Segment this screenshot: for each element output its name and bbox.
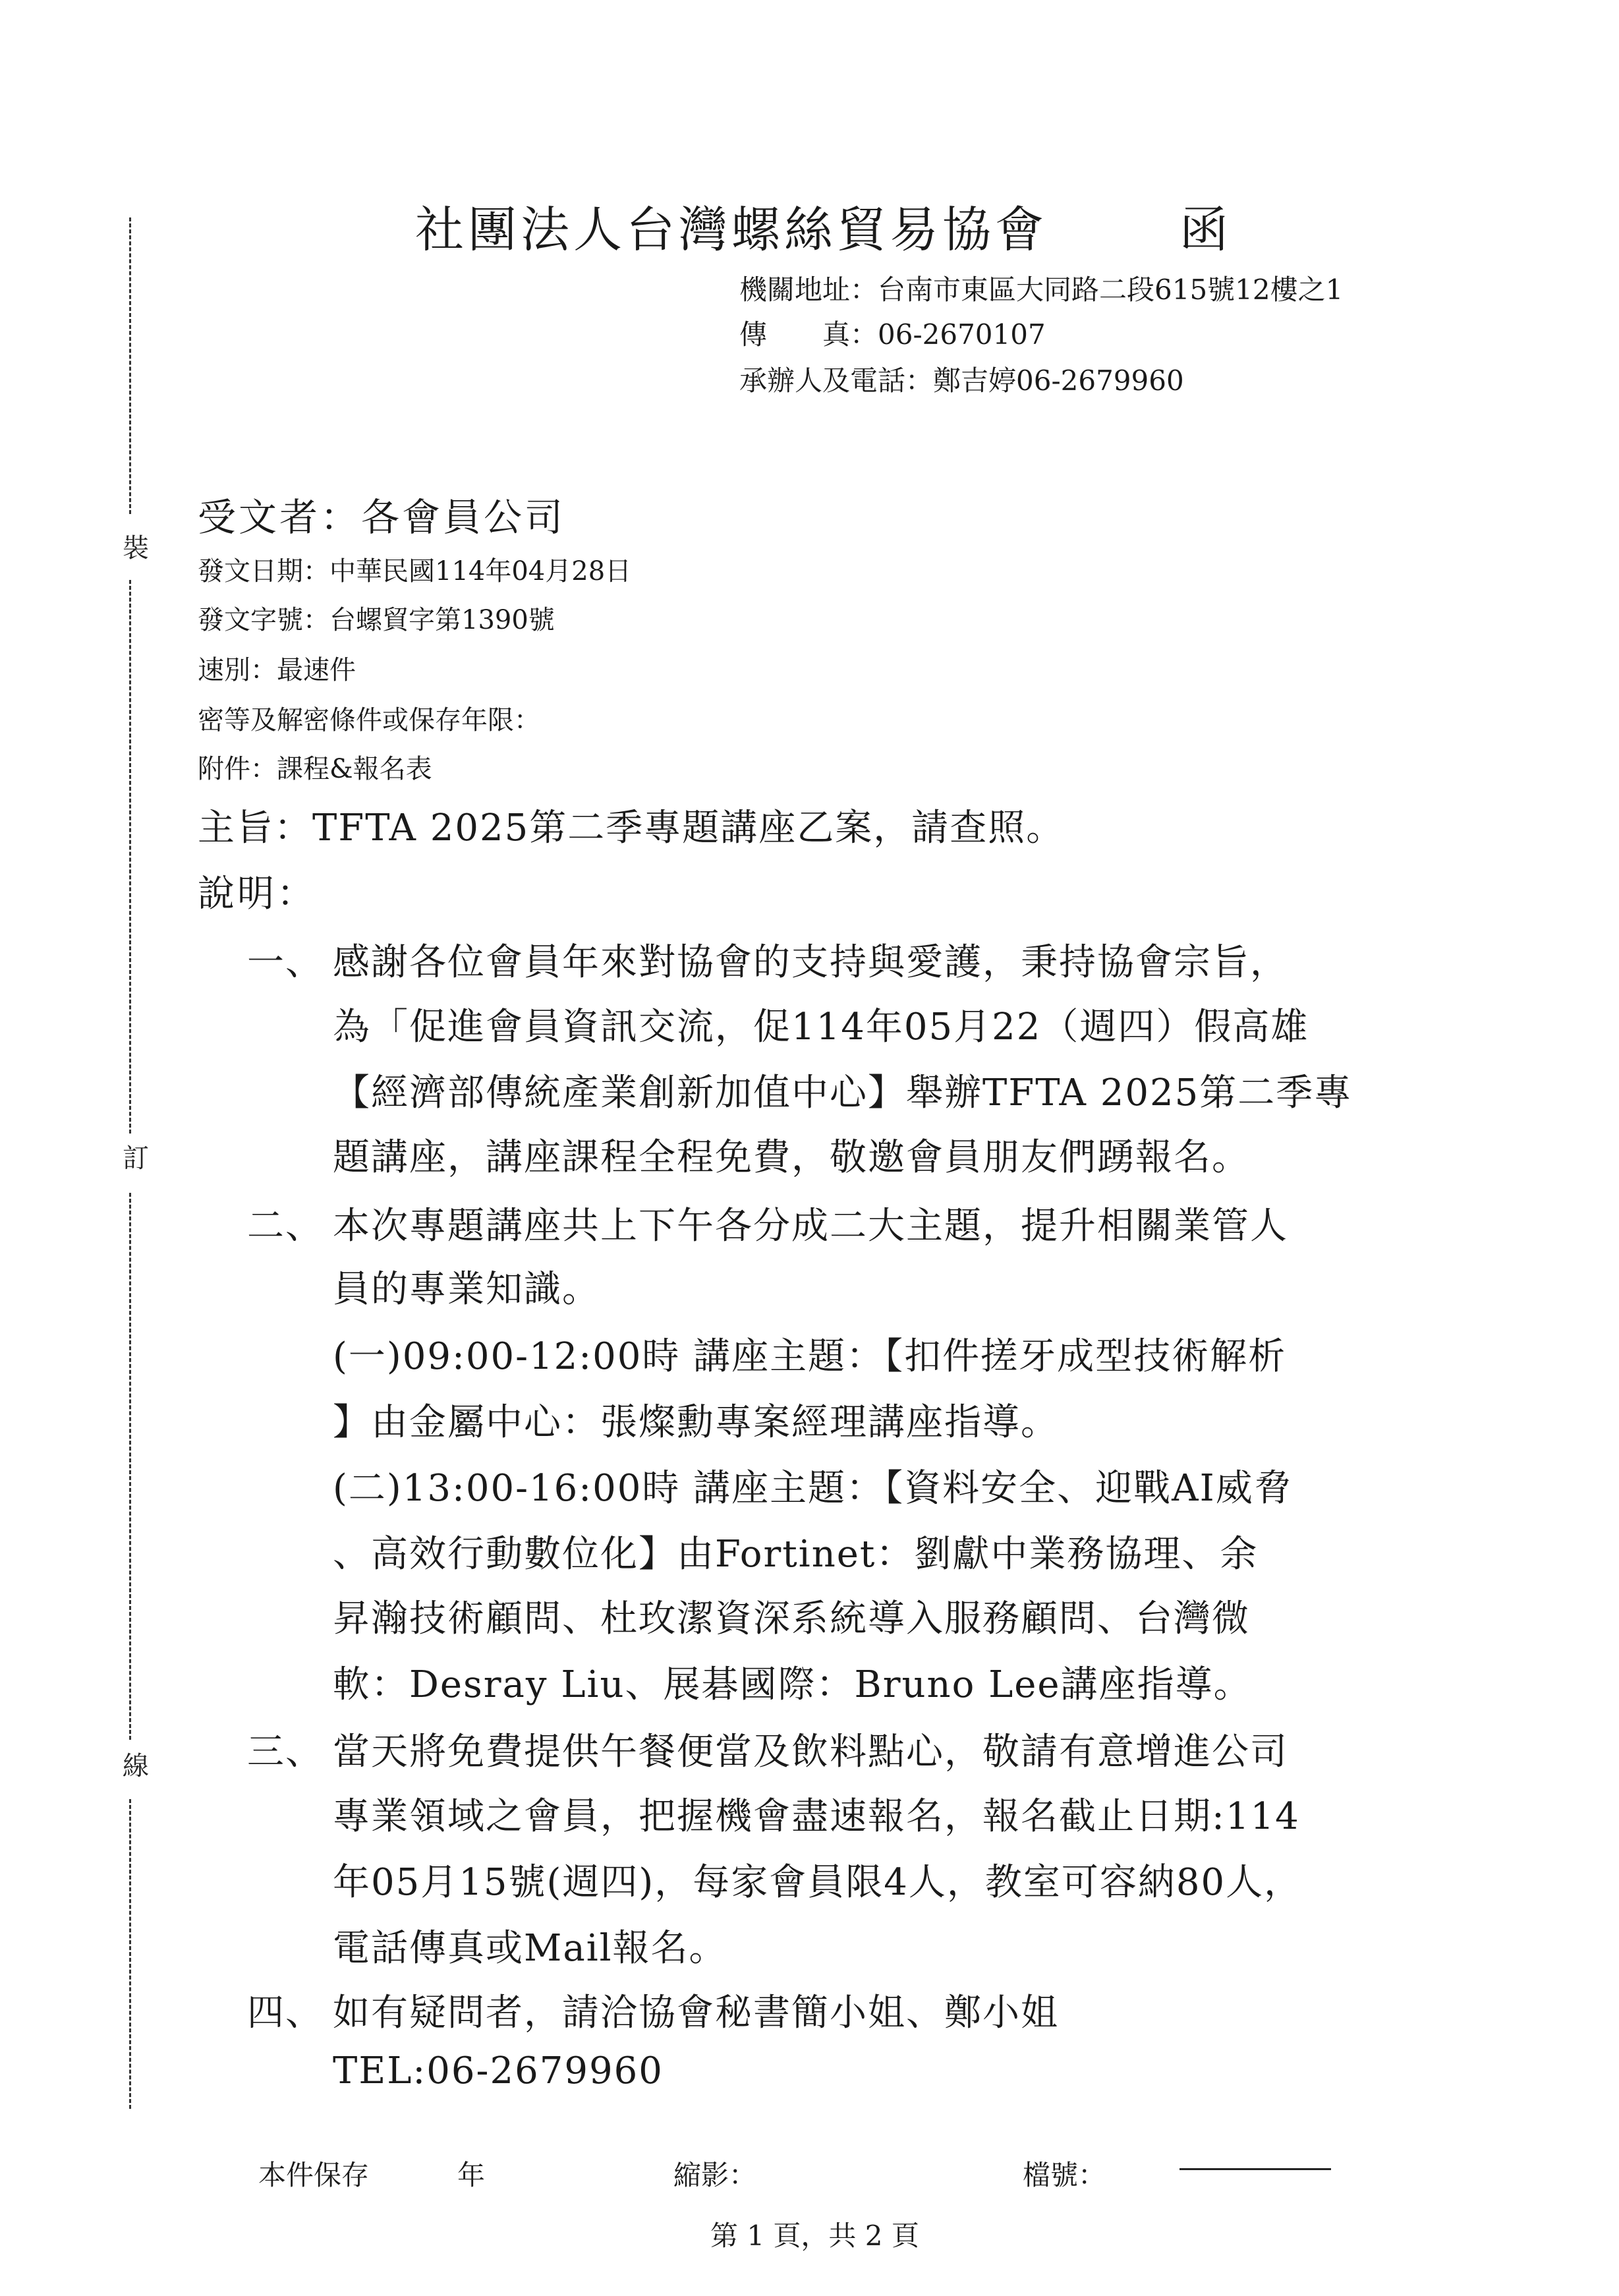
recipient-line: 受文者：各會員公司 (198, 495, 566, 540)
speed-level: 速別：最速件 (198, 655, 356, 685)
file-number-blank-line (1179, 2168, 1331, 2170)
paragraph-2-line-5: (二)13:00-16:00時 講座主題：【資料安全、迎戰AI威脅 (333, 1467, 1292, 1510)
paragraph-1-line-1: 感謝各位會員年來對協會的支持與愛護，秉持協會宗旨， (333, 941, 1288, 984)
paragraph-2-line-8: 軟：Desray Liu、展碁國際：Bruno Lee講座指導。 (333, 1663, 1252, 1706)
paragraph-3-line-1: 當天將免費提供午餐便當及飲料點心，敬請有意增進公司 (333, 1731, 1288, 1773)
paragraph-2-line-1: 本次專題講座共上下午各分成二大主題，提升相關業管人 (333, 1205, 1288, 1248)
paragraph-3-line-2: 專業領域之會員，把握機會盡速報名，報名截止日期:114 (333, 1795, 1300, 1838)
binding-mark-mid: 訂 (123, 1143, 149, 1174)
paragraph-3-number: 三、 (247, 1731, 324, 1773)
explanation-label: 說明： (198, 873, 316, 915)
paragraph-1-line-2: 為「促進會員資訊交流，促114年05月22（週四）假高雄 (333, 1006, 1309, 1048)
paragraph-2-number: 二、 (247, 1205, 324, 1248)
issue-date: 發文日期：中華民國114年04月28日 (198, 556, 632, 587)
fax-line: 傳 真：06-2670107 (739, 318, 1046, 351)
microfilm-label: 縮影： (673, 2159, 757, 2191)
paragraph-3-line-4: 電話傳真或Mail報名。 (333, 1927, 727, 1970)
retention-year-label: 年 (457, 2159, 486, 2191)
organization-title: 社團法人台灣螺絲貿易協會 (415, 202, 1048, 258)
issue-number: 發文字號：台螺貿字第1390號 (198, 605, 555, 635)
paragraph-4-number: 四、 (247, 1992, 324, 2034)
retention-label: 本件保存 (258, 2159, 370, 2191)
paragraph-2-line-4: 】由金屬中心：張燦勳專案經理講座指導。 (333, 1401, 1059, 1444)
file-number-label: 檔號： (1023, 2159, 1106, 2191)
binding-mark-bottom: 線 (123, 1751, 149, 1781)
paragraph-1-line-4: 題講座，講座課程全程免費，敬邀會員朋友們踴報名。 (333, 1136, 1250, 1179)
paragraph-2-line-3: (一)09:00-12:00時 講座主題：【扣件搓牙成型技術解析 (333, 1335, 1287, 1378)
address-line: 機關地址：台南市東區大同路二段615號12樓之1 (739, 273, 1344, 306)
paragraph-4-line-2: TEL:06-2679960 (333, 2050, 664, 2092)
paragraph-4-line-1: 如有疑問者，請洽協會秘書簡小姐、鄭小姐 (333, 1992, 1059, 2034)
contact-line: 承辦人及電話：鄭吉婷06-2679960 (739, 364, 1184, 397)
paragraph-1-number: 一、 (247, 941, 324, 984)
attachment-line: 附件：課程&報名表 (198, 754, 432, 784)
binding-mark-top: 裝 (123, 533, 149, 563)
binding-line-bottom (129, 1799, 131, 2109)
binding-line-lower-mid (129, 1193, 131, 1740)
document-type: 函 (1179, 202, 1228, 258)
paragraph-2-line-6: 、高效行動數位化】由Fortinet：劉獻中業務協理、余 (333, 1533, 1259, 1576)
binding-line-top (129, 217, 131, 514)
paragraph-2-line-2: 員的專業知識。 (333, 1268, 600, 1311)
page-number: 第 1 頁，共 2 頁 (710, 2220, 919, 2252)
binding-line-upper-mid (129, 580, 131, 1134)
subject-line: 主旨：TFTA 2025第二季專題講座乙案，請查照。 (198, 807, 1065, 849)
security-level: 密等及解密條件或保存年限： (198, 705, 540, 735)
paragraph-3-line-3: 年05月15號(週四)，每家會員限4人，教室可容納80人， (333, 1861, 1303, 1904)
paragraph-2-line-7: 昇瀚技術顧問、杜玫潔資深系統導入服務顧問、台灣微 (333, 1597, 1250, 1640)
paragraph-1-line-3: 【經濟部傳統產業創新加值中心】舉辦TFTA 2025第二季專 (333, 1072, 1353, 1114)
